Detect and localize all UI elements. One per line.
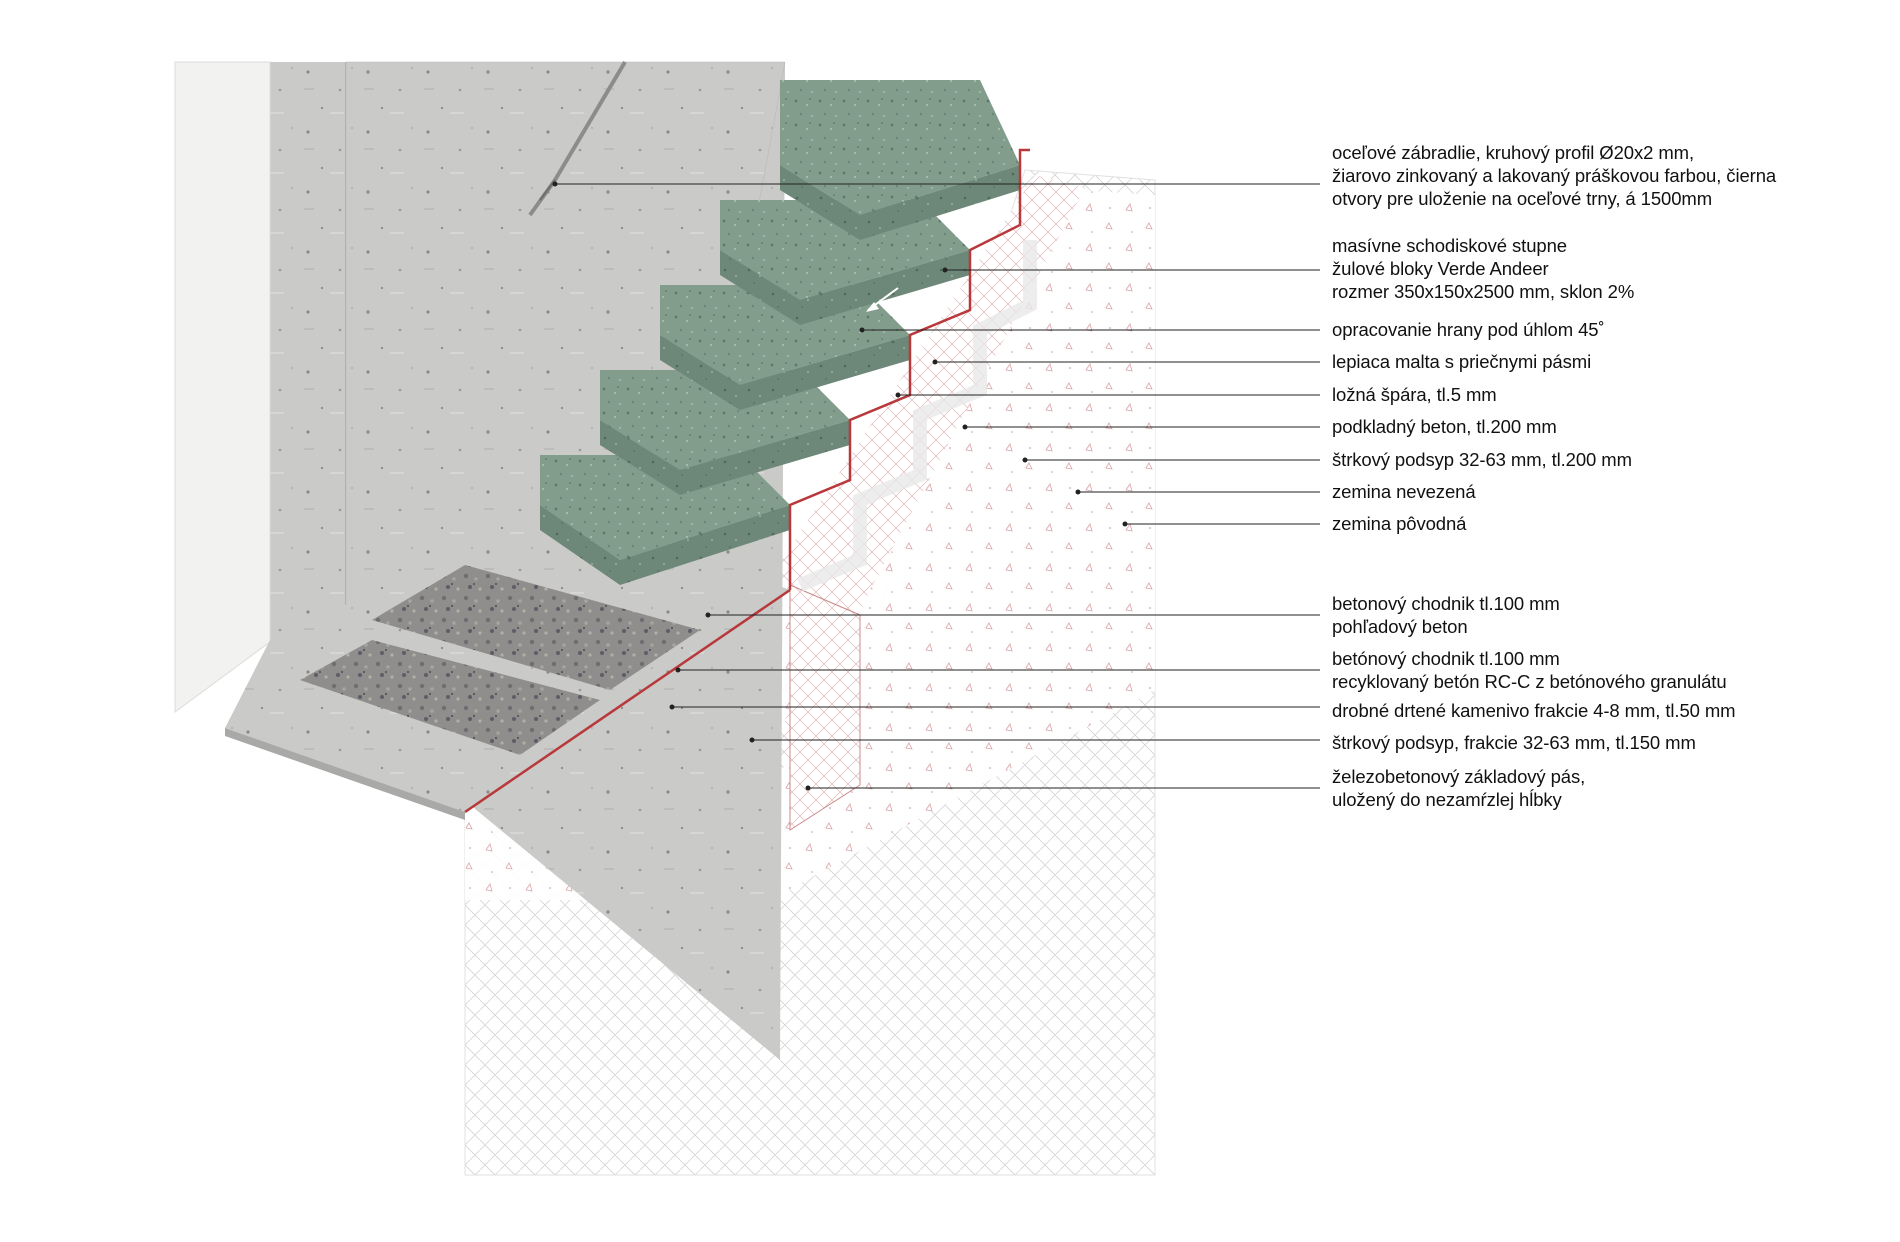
label-aggregate: drobné drtené kamenivo frakcie 4-8 mm, tl.50 mm: [1332, 700, 1736, 721]
label-footing: železobetonový základový pás, uložený do nezamŕzlej hĺbky: [1332, 766, 1586, 810]
label-gravel-bed: štrkový podsyp 32-63 mm, tl.200 mm: [1332, 449, 1632, 470]
label-steps: masívne schodiskové stupne žulové bloky Verde Andeer rozmer 350x150x2500 mm, sklon 2%: [1332, 235, 1635, 302]
label-gravel-150: štrkový podsyp, frakcie 32-63 mm, tl.150 mm: [1332, 732, 1696, 753]
label-walkway-recycled: betónový chodnik tl.100 mm recyklovaný betón RC-C z betónového granulátu: [1332, 648, 1727, 692]
label-railing: oceľové zábradlie, kruhový profil Ø20x2 mm, žiarovo zinkovaný a lakovaný práškovou farbou, čierna otvory pre uloženie na oceľové trny, á 1500mm: [1332, 142, 1777, 209]
label-base-concrete: podkladný beton, tl.200 mm: [1332, 416, 1557, 437]
label-walkway-exposed: betonový chodnik tl.100 mm pohľadový beton: [1332, 593, 1560, 637]
label-mortar: lepiaca malta s priečnymi pásmi: [1332, 351, 1592, 372]
wall-end-face: [175, 62, 270, 712]
label-edge: opracovanie hrany pod úhlom 45˚: [1332, 319, 1605, 340]
label-joint: ložná špára, tl.5 mm: [1332, 384, 1497, 405]
label-soil-original: zemina pôvodná: [1332, 513, 1467, 534]
label-soil-loose: zemina nevezená: [1332, 481, 1476, 502]
